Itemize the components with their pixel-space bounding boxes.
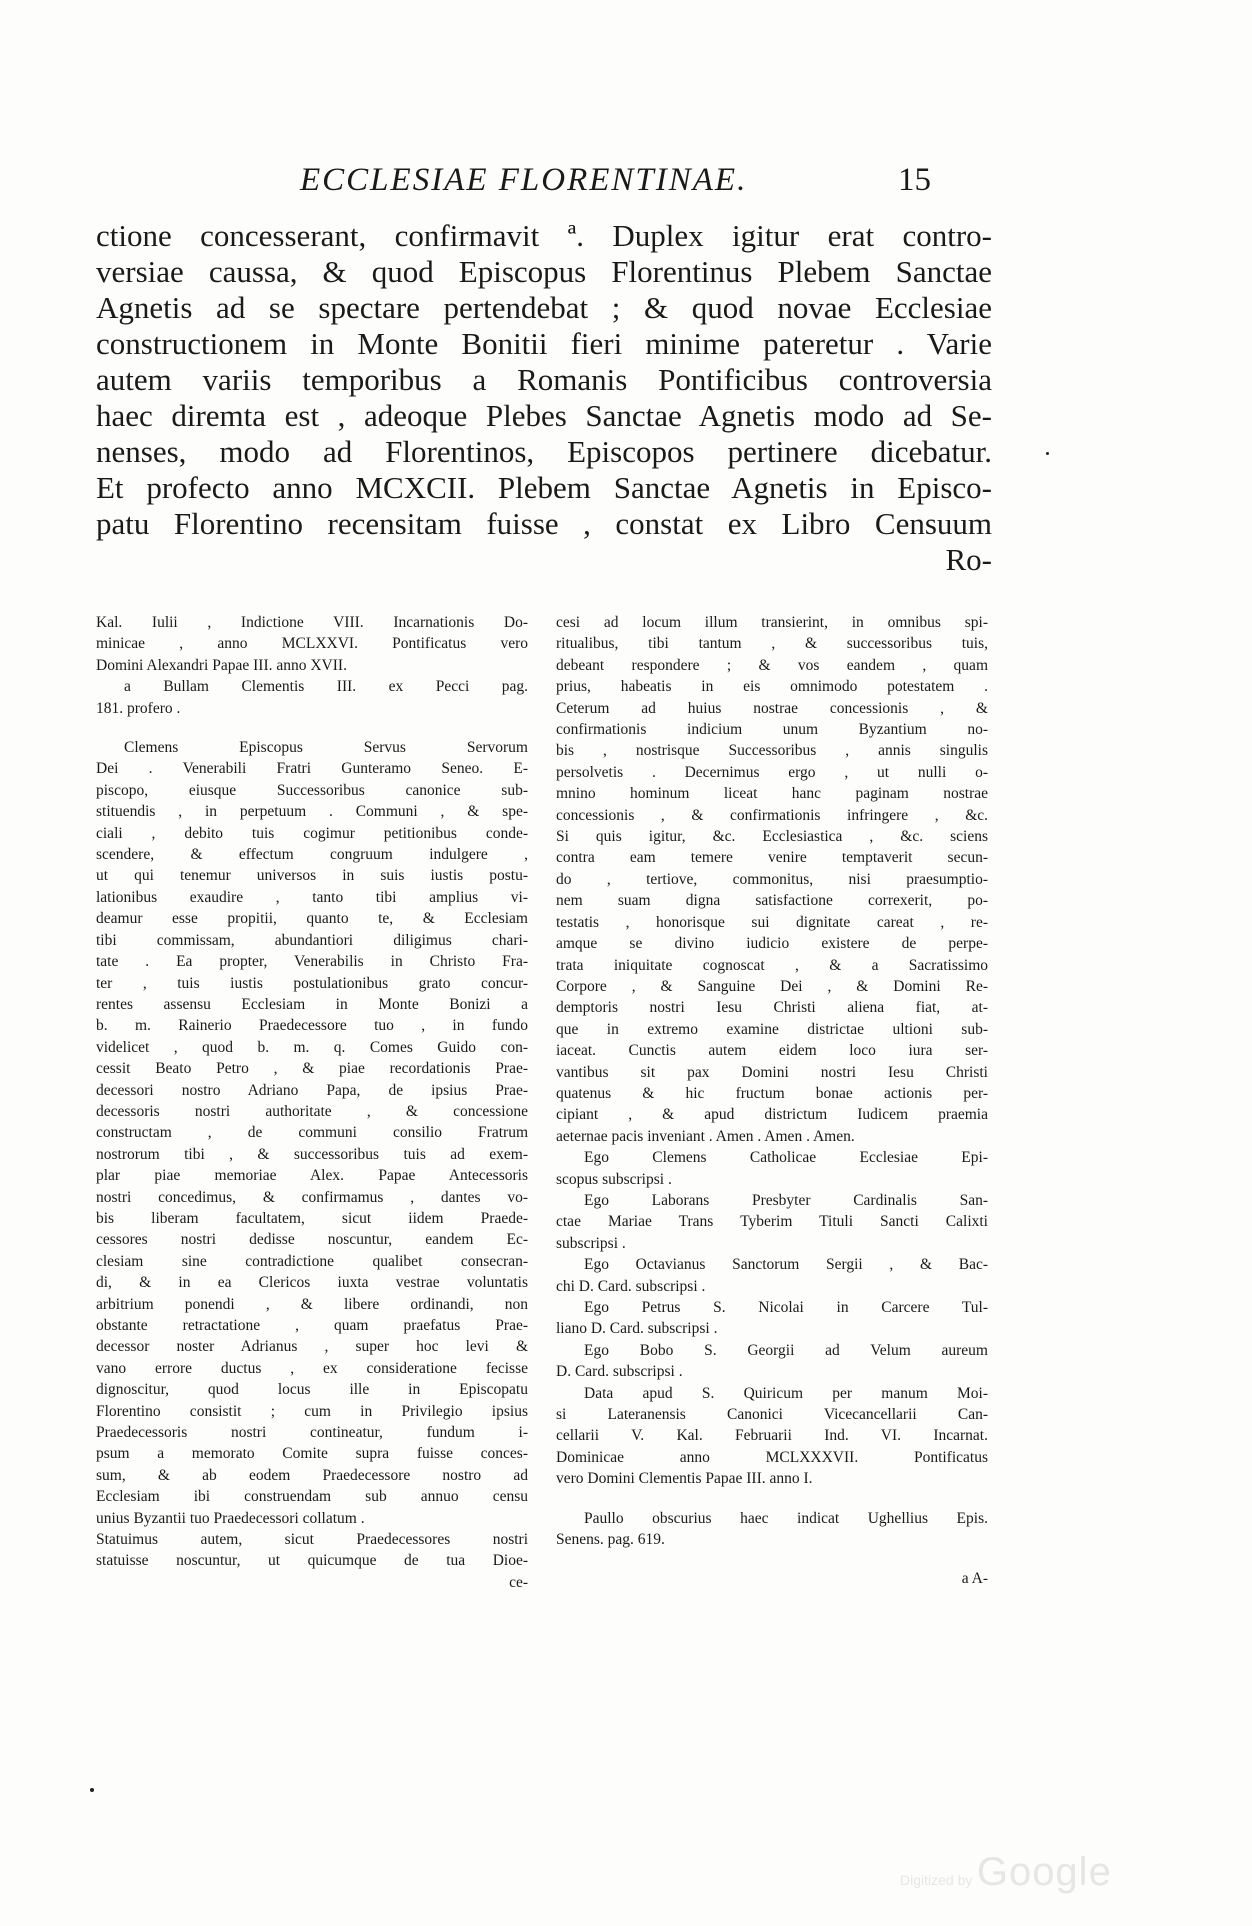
footnote-line: nostrorum tibi , & successoribus tuis ad exem- bbox=[96, 1145, 528, 1163]
footnote-line: aeternae pacis inveniant . Amen . Amen . Amen. bbox=[556, 1127, 855, 1145]
watermark-prefix: Digitized by bbox=[900, 1872, 973, 1888]
footnote-line: Ego Octavianus Sanctorum Sergii , & Bac- bbox=[584, 1256, 988, 1274]
watermark-brand: Google bbox=[976, 1850, 1112, 1894]
footnote-line: cesi ad locum illum transierint, in omnibus spi- bbox=[556, 614, 988, 631]
footnote-line: cessores nostri dedisse noscuntur, eandem Ec- bbox=[96, 1231, 528, 1249]
footnote-line: confirmationis indicium unum Byzantium no- bbox=[556, 721, 988, 739]
footnote-line: bis , nostrisque Successoribus , annis singulis bbox=[556, 742, 988, 760]
footnote-line: decessoris nostri authoritate , & concessione bbox=[96, 1102, 528, 1120]
footnote-line: Clemens Episcopus Servus Servorum bbox=[124, 739, 528, 757]
footnote-line: stituendis , in perpetuum . Communi , & spe- bbox=[96, 803, 528, 821]
main-text-line: autem variis temporibus a Romanis Pontificibus controversia bbox=[96, 362, 992, 397]
footnote-line: quatenus & hic fructum bonae actionis per- bbox=[556, 1084, 988, 1102]
footnote-line: di, & in ea Clericos iuxta vestrae voluntatis bbox=[96, 1274, 528, 1292]
footnote-line: videlicet , quod b. m. q. Comes Guido con- bbox=[96, 1038, 528, 1056]
footnote-line: iaceat. Cunctis autem eidem loco iura ser- bbox=[556, 1042, 988, 1060]
footnote-line: Ego Laborans Presbyter Cardinalis San- bbox=[584, 1191, 988, 1209]
paragraph-gap bbox=[96, 719, 528, 737]
footnote-line: liano D. Card. subscripsi . bbox=[556, 1320, 718, 1338]
ink-speck bbox=[90, 1788, 94, 1792]
footnote-line: mnino hominum liceat hanc paginam nostrae bbox=[556, 785, 988, 803]
footnote-line: trata iniquitate cognoscat , & a Sacratissimo bbox=[556, 956, 988, 974]
footnote-line: ter , tuis iustis postulationibus grato concur- bbox=[96, 974, 528, 992]
main-text-line: versiae caussa, & quod Episcopus Florentinus Plebem Sanctae bbox=[96, 254, 992, 289]
footnote-line: debeant respondere ; & vos eandem , quam bbox=[556, 656, 988, 674]
footnote-line: Domini Alexandri Papae III. anno XVII. bbox=[96, 656, 347, 674]
running-head: ECCLESIAE FLORENTINAE. bbox=[300, 162, 748, 198]
footnote-line: obstante retractatione , quam praefatus Prae- bbox=[96, 1317, 528, 1334]
footnote-line: Praedecessoris nostri contineatur, fundum i- bbox=[96, 1424, 528, 1442]
footnote-line: clesiam sine contradictione qualibet consecran- bbox=[96, 1252, 528, 1270]
footnote-line: amque se divino iudicio existere de perpe- bbox=[556, 935, 988, 953]
page-number: 15 bbox=[898, 162, 931, 198]
main-text-line: ctione concesserant, confirmavit ª. Duplex igitur erat contro- bbox=[96, 218, 992, 253]
footnote-line: contra eam temere venire temptaverit secun- bbox=[556, 849, 988, 867]
catchword: Ro- bbox=[945, 542, 992, 577]
footnote-line: Corpore , & Sanguine Dei , & Domini Re- bbox=[556, 977, 988, 995]
footnote-line: minicae , anno MCLXXVI. Pontificatus vero bbox=[96, 635, 528, 653]
footnote-line: Ecclesiam ibi construendam sub annuo censu bbox=[96, 1488, 528, 1506]
paragraph-gap bbox=[556, 1490, 988, 1508]
footnote-line: demptoris nostri Iesu Christi aliena fiat, at- bbox=[556, 999, 988, 1017]
footnote-line: Dominicae anno MCLXXXVII. Pontificatus bbox=[556, 1448, 988, 1466]
footnote-line: Ego Bobo S. Georgii ad Velum aureum bbox=[584, 1341, 988, 1359]
footnote-line: constructam , de communi consilio Fratrum bbox=[96, 1124, 528, 1142]
footnote-line: scendere, & effectum congruum indulgere , bbox=[96, 846, 528, 864]
footnote-line: ctae Mariae Trans Tyberim Tituli Sancti Calixti bbox=[556, 1213, 988, 1231]
footnote-line: Senens. pag. 619. bbox=[556, 1531, 665, 1549]
footnote-line: statuisse noscuntur, ut quicumque de tua Dioe- bbox=[96, 1552, 528, 1570]
footnote-line: deamur esse propitii, quanto te, & Ecclesiam bbox=[96, 910, 528, 928]
main-text-line: haec diremta est , adeoque Plebes Sanctae Agnetis modo ad Se- bbox=[96, 398, 992, 433]
main-text-block bbox=[96, 218, 992, 578]
footnote-line: do , tertiove, commonitus, nisi praesumptio- bbox=[556, 870, 988, 888]
paragraph-gap bbox=[556, 1550, 988, 1568]
footnote-line: rentes assensu Ecclesiam in Monte Bonizi a bbox=[96, 995, 528, 1013]
footnote-line: arbitrium ponendi , & libere ordinandi, non bbox=[96, 1295, 528, 1313]
footnote-line: Ego Clemens Catholicae Ecclesiae Epi- bbox=[584, 1149, 988, 1167]
footnotes-left-column bbox=[96, 612, 528, 1593]
footnote-line: subscripsi . bbox=[556, 1234, 626, 1252]
footnote-line: tibi commissam, abundantiori diligimus chari- bbox=[96, 931, 528, 949]
footnote-line: chi D. Card. subscripsi . bbox=[556, 1277, 706, 1295]
footnote-line: 181. profero . bbox=[96, 699, 181, 717]
footnote-line: ut qui tenemur universos in suis iustis postu- bbox=[96, 867, 528, 885]
footnote-line: dignoscitur, quod locus ille in Episcopatu bbox=[96, 1381, 528, 1399]
footnote-line: Statuimus autem, sicut Praedecessores nostri bbox=[96, 1531, 528, 1549]
footnote-line: decessori nostro Adriano Papa, de ipsius Prae- bbox=[96, 1081, 528, 1099]
footnote-line: prius, habeatis in eis omnimodo potestatem . bbox=[556, 678, 988, 696]
footnote-line: vano errore ductus , ex consideratione fecisse bbox=[96, 1359, 528, 1377]
footnote-line: sum, & ab eodem Praedecessore nostro ad bbox=[96, 1466, 528, 1484]
footnote-line: psum a memorato Comite supra fuisse conces- bbox=[96, 1445, 528, 1463]
footnote-line: persolvetis . Decernimus ergo , ut nulli o- bbox=[556, 763, 988, 781]
footnote-line: tate . Ea propter, Venerabilis in Christo Fra- bbox=[96, 953, 528, 971]
main-text-line: constructionem in Monte Bonitii fieri minime pateretur . Varie bbox=[96, 326, 992, 361]
footnote-line: Ego Petrus S. Nicolai in Carcere Tul- bbox=[584, 1299, 988, 1316]
footnote-line: a Bullam Clementis III. ex Pecci pag. bbox=[124, 678, 528, 696]
main-text-line: Agnetis ad se spectare pertendebat ; & quod novae Ecclesiae bbox=[96, 290, 992, 325]
footnote-line: cipiant , & apud districtum Iudicem praemia bbox=[556, 1106, 988, 1124]
main-text-line: Et profecto anno MCXCII. Plebem Sanctae Agnetis in Episco- bbox=[96, 470, 992, 505]
footnote-line: que in extremo examine districtae ultioni sub- bbox=[556, 1020, 988, 1038]
footnote-line: scopus subscripsi . bbox=[556, 1170, 672, 1188]
main-text-line: nenses, modo ad Florentinos, Episcopos pertinere dicebatur. bbox=[96, 434, 992, 469]
footnote-line: Dei . Venerabili Fratri Gunteramo Seneo. E- bbox=[96, 760, 528, 778]
footnote-line: nem suam digna satisfactione correxerit, po- bbox=[556, 892, 988, 910]
footnote-line: ritualibus, tibi tantum , & successoribus tuis, bbox=[556, 635, 988, 653]
footnote-line: a A- bbox=[961, 1570, 988, 1588]
footnote-line: unius Byzantii tuo Praedecessori collatum . bbox=[96, 1509, 365, 1527]
footnote-line: testatis , honorisque sui dignitate careat , re- bbox=[556, 913, 988, 931]
footnote-line: Ceterum ad huius nostrae concessionis , & bbox=[556, 699, 988, 717]
footnote-line: plar piae memoriae Alex. Papae Antecessoris bbox=[96, 1167, 528, 1185]
footnote-line: decessor noster Adrianus , super hoc levi & bbox=[96, 1338, 528, 1356]
footnote-line: lationibus exaudire , tanto tibi amplius vi- bbox=[96, 888, 528, 906]
footnote-line: vantibus sit pax Domini nostri Iesu Christi bbox=[556, 1063, 988, 1081]
footnote-line: Paullo obscurius haec indicat Ughellius Epis. bbox=[584, 1509, 988, 1527]
footnote-line: concessionis , & confirmationis infringere , &c. bbox=[556, 806, 988, 824]
footnote-line: ce- bbox=[509, 1573, 528, 1591]
footnote-line: vero Domini Clementis Papae III. anno I. bbox=[556, 1470, 813, 1488]
footnote-line: Si quis igitur, &c. Ecclesiastica , &c. sciens bbox=[556, 828, 988, 846]
main-text-line: patu Florentino recensitam fuisse , constat ex Libro Censuum bbox=[96, 506, 992, 541]
footnote-line: D. Card. subscripsi . bbox=[556, 1363, 683, 1381]
footnote-line: Kal. Iulii , Indictione VIII. Incarnationis Do- bbox=[96, 614, 528, 631]
footnote-line: b. m. Rainerio Praedecessore tuo , in fundo bbox=[96, 1017, 528, 1035]
footnote-line: Florentino consistit ; cum in Privilegio ipsius bbox=[96, 1402, 528, 1420]
footnote-line: cellarii V. Kal. Februarii Ind. VI. Incarnat. bbox=[556, 1427, 988, 1445]
footnote-line: Data apud S. Quiricum per manum Moi- bbox=[584, 1384, 988, 1402]
footnote-line: piscopo, eiusque Successoribus canonice sub- bbox=[96, 781, 528, 799]
footnote-line: ciali , debito tuis cogimur petitionibus conde- bbox=[96, 824, 528, 842]
ink-speck bbox=[1046, 452, 1049, 455]
footnote-line: bis liberam facultatem, sicut iidem Praede- bbox=[96, 1209, 528, 1227]
digitized-watermark bbox=[900, 1850, 1112, 1895]
footnote-line: si Lateranensis Canonici Vicecancellarii Can- bbox=[556, 1406, 988, 1424]
footnotes-right-column bbox=[556, 612, 988, 1590]
footnote-line: nostri concedimus, & confirmamus , dantes vo- bbox=[96, 1188, 528, 1206]
footnote-line: cessit Beato Petro , & piae recordationis Prae- bbox=[96, 1060, 528, 1078]
